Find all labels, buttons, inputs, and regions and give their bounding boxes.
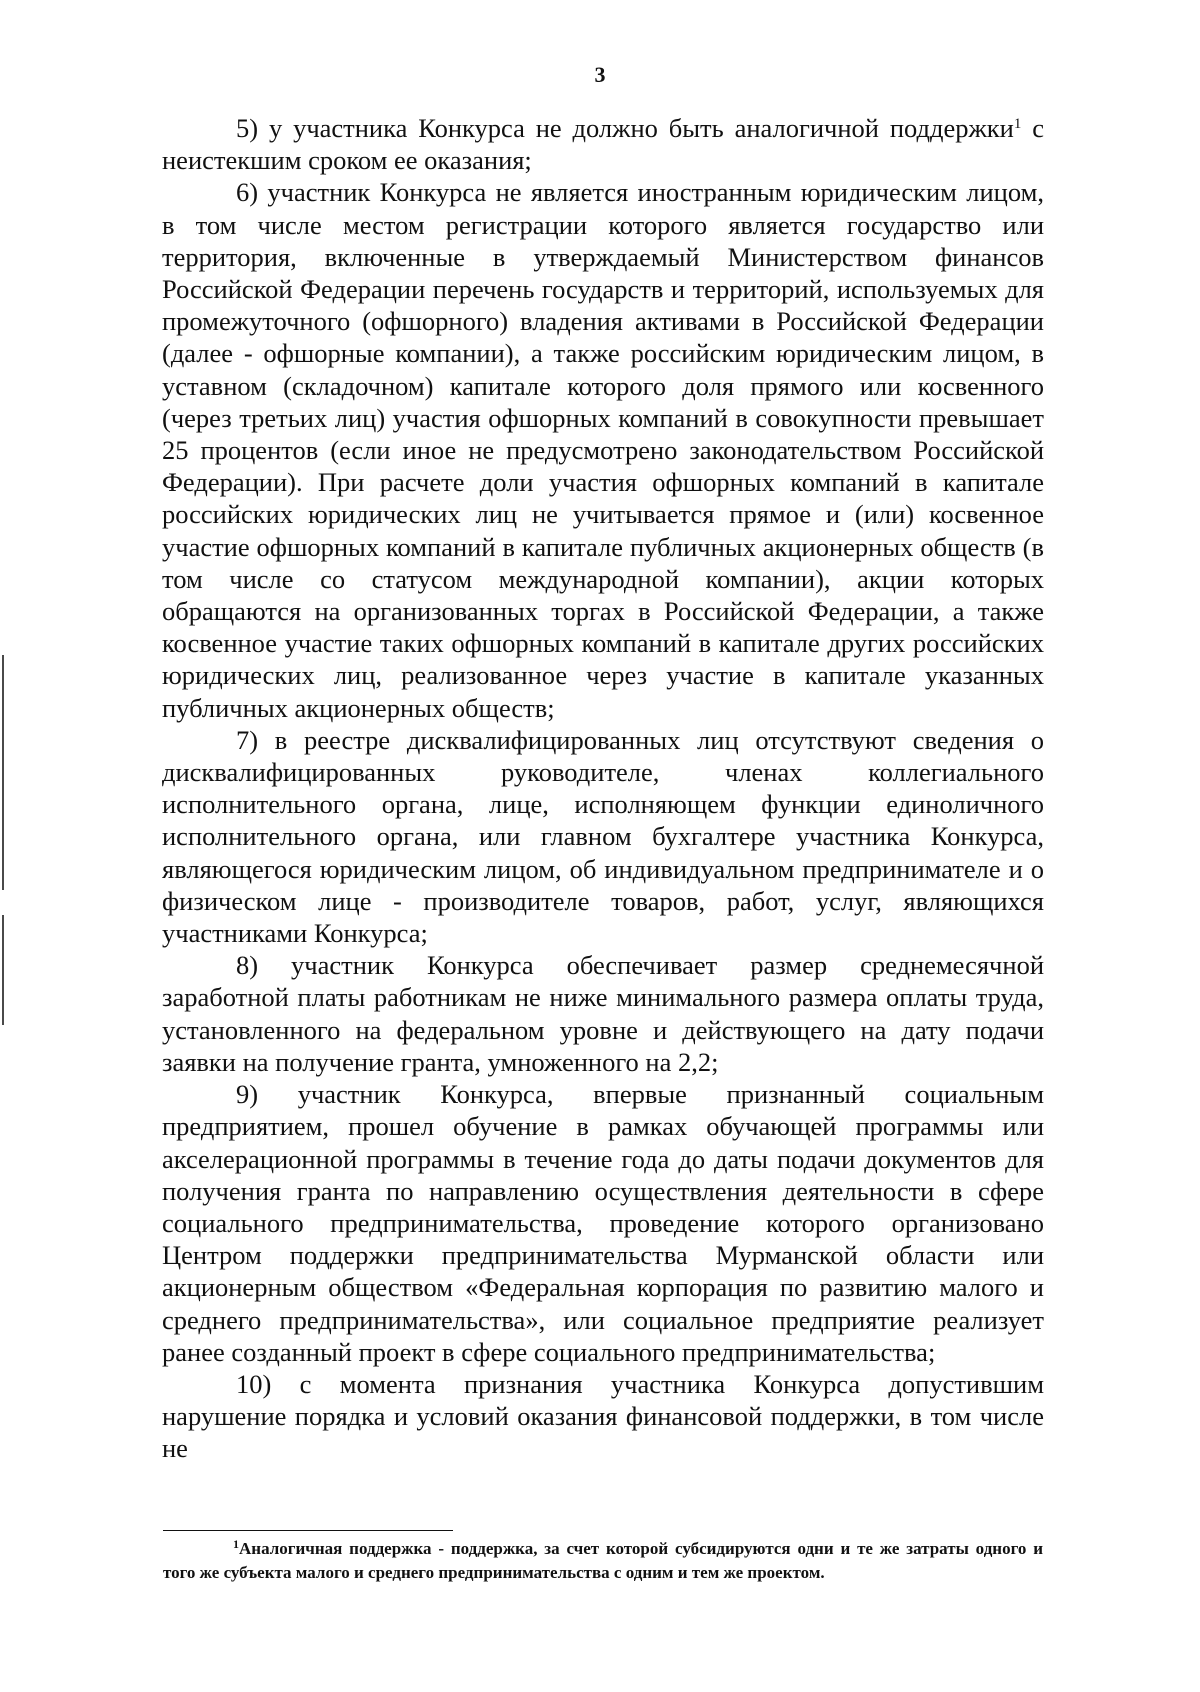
footnote-reference-mark: 1 bbox=[1013, 116, 1022, 132]
paragraph-text: с неистекшим сроком ее оказания; bbox=[162, 113, 1045, 176]
paragraph-item-6: 6) участник Конкурса не является иностранным юридическим лицом, в том числе местом регистрации которого является государство или территория, включенные в утверждаемый Министерством финансов Российской Федерации перечень государств и территорий, используемых для промежуточного (офшорного) владения активами в Российской Федерации (далее - офшорные компании), а также российским юридическим лицом, в уставном (складочном) капитале которого доля прямого или косвенного (через третьих лиц) участия офшорных компаний в совокупности превышает 25 процентов (если иное не предусмотрено законодательством Российской Федерации). При расчете доли участия офшорных компаний в капитале российских юридических лиц не учитывается прямое и (или) косвенное участие офшорных компаний в капитале публичных акционерных обществ (в том числе со статусом международной компании), акции которых обращаются на организованных торгах в Российской Федерации, а также косвенное участие таких офшорных компаний в капитале других российских юридических лиц, реализованное через участие в капитале указанных публичных акционерных обществ; bbox=[162, 177, 1044, 723]
paragraph-item-8: 8) участник Конкурса обеспечивает размер среднемесячной заработной платы работникам не ниже минимального размера оплаты труда, установленного на федеральном уровне и действующего на дату подачи заявки на получение гранта, умноженного на 2,2; bbox=[162, 950, 1044, 1077]
paragraph-item-7: 7) в реестре дисквалифицированных лиц отсутствуют сведения о дисквалифицированных руководителе, членах коллегиального исполнительного органа, лице, исполняющем функции единоличного исполнительного органа, или главном бухгалтере участника Конкурса, являющегося юридическим лицом, об индивидуальном предпринимателе и о физическом лице - производителе товаров, работ, услуг, являющихся участниками Конкурса; bbox=[162, 724, 1044, 949]
footnote-text: Аналогичная поддержка - поддержка, за счет которой субсидируются одни и те же затраты одного и того же субъекта малого и среднего предпринимательства с одним и тем же проектом. bbox=[163, 1539, 1043, 1582]
footnote-separator bbox=[163, 1530, 453, 1531]
scan-edge-mark bbox=[2, 915, 4, 1025]
paragraph-text: 5) у участника Конкурса не должно быть аналогичной поддержки bbox=[236, 113, 1014, 143]
document-body bbox=[162, 112, 1044, 1465]
paragraph-item-10: 10) с момента признания участника Конкурса допустившим нарушение порядка и условий оказания финансовой поддержки, в том числе не bbox=[162, 1368, 1044, 1464]
page-number: 3 bbox=[594, 62, 606, 87]
scan-edge-mark bbox=[2, 655, 4, 890]
footnote-mark: 1 bbox=[233, 1537, 239, 1551]
footnote bbox=[163, 1537, 1043, 1585]
paragraph-item-9: 9) участник Конкурса, впервые признанный социальным предприятием, прошел обучение в рамках обучающей программы или акселерационной программы в течение года до даты подачи документов для получения гранта по направлению осуществления деятельности в сфере социального предпринимательства, проведение которого организовано Центром поддержки предпринимательства Мурманской области или акционерным обществом «Федеральная корпорация по развитию малого и среднего предпринимательства», или социальное предприятие реализует ранее созданный проект в сфере социального предпринимательства; bbox=[162, 1079, 1044, 1367]
paragraph-item-5 bbox=[162, 112, 1044, 176]
